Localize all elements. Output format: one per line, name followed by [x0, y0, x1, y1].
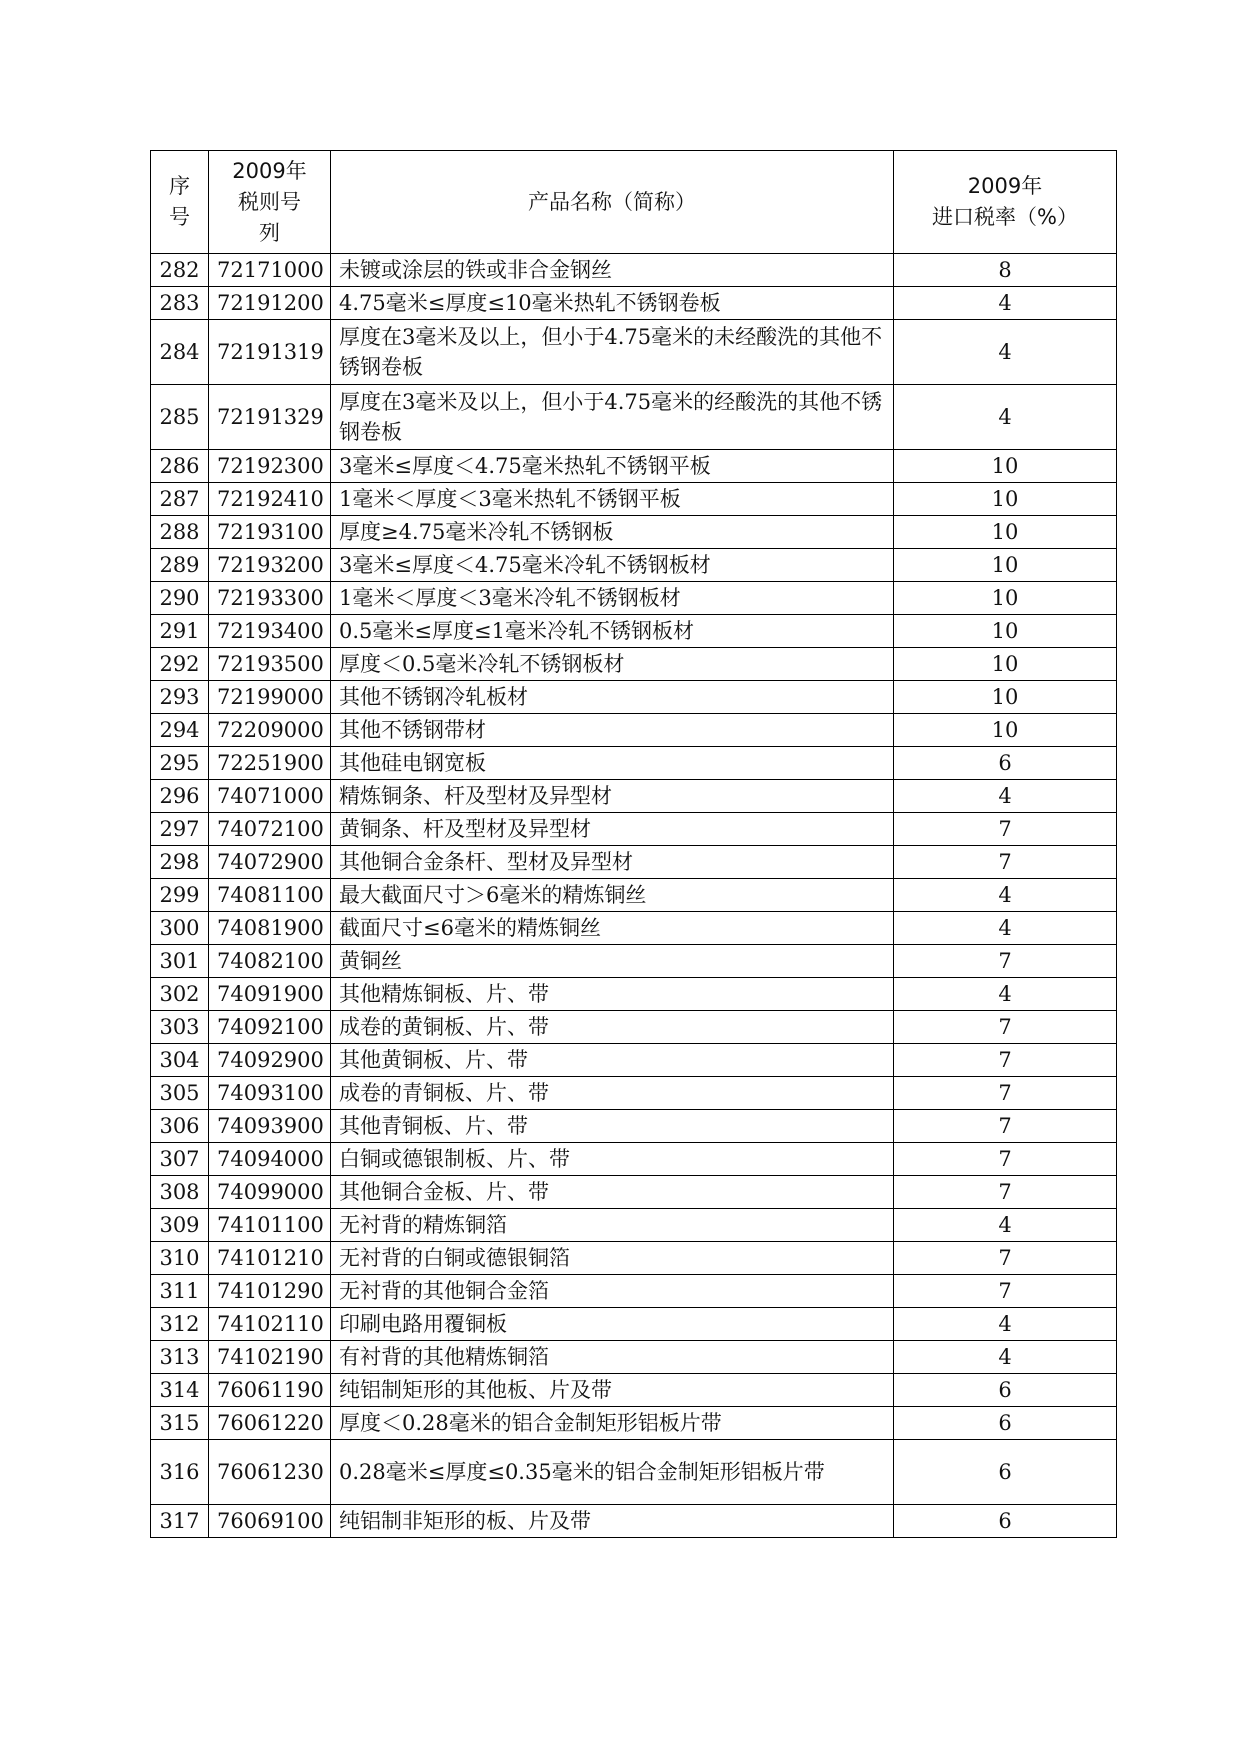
table-row [151, 879, 1117, 912]
table-row [151, 582, 1117, 615]
table-row [151, 385, 1117, 450]
table-row [151, 1143, 1117, 1176]
cell-seq: 286 [151, 450, 209, 483]
table-row [151, 1242, 1117, 1275]
header-row [151, 151, 1117, 254]
cell-seq: 298 [151, 846, 209, 879]
table-row [151, 1077, 1117, 1110]
cell-name: 无衬背的白铜或德银铜箔 [331, 1242, 894, 1275]
cell-rate: 7 [894, 1110, 1117, 1143]
cell-code: 72251900 [209, 747, 331, 780]
cell-code: 72193400 [209, 615, 331, 648]
cell-rate: 4 [894, 1308, 1117, 1341]
cell-rate: 10 [894, 549, 1117, 582]
cell-rate: 7 [894, 846, 1117, 879]
cell-seq: 282 [151, 254, 209, 287]
cell-name: 其他精炼铜板、片、带 [331, 978, 894, 1011]
table-row [151, 681, 1117, 714]
cell-code: 74072900 [209, 846, 331, 879]
cell-seq: 287 [151, 483, 209, 516]
cell-seq: 317 [151, 1505, 209, 1538]
cell-rate: 7 [894, 1275, 1117, 1308]
cell-rate: 6 [894, 747, 1117, 780]
cell-code: 74101290 [209, 1275, 331, 1308]
cell-seq: 289 [151, 549, 209, 582]
cell-name: 黄铜条、杆及型材及异型材 [331, 813, 894, 846]
cell-rate: 10 [894, 582, 1117, 615]
table-row [151, 320, 1117, 385]
cell-name: 成卷的黄铜板、片、带 [331, 1011, 894, 1044]
cell-code: 76061220 [209, 1407, 331, 1440]
cell-name: 0.5毫米≤厚度≤1毫米冷轧不锈钢板材 [331, 615, 894, 648]
cell-code: 72209000 [209, 714, 331, 747]
cell-code: 74101210 [209, 1242, 331, 1275]
cell-rate: 7 [894, 813, 1117, 846]
cell-seq: 308 [151, 1176, 209, 1209]
table-row [151, 1308, 1117, 1341]
cell-seq: 316 [151, 1440, 209, 1505]
cell-seq: 293 [151, 681, 209, 714]
table-row [151, 1209, 1117, 1242]
cell-name: 其他铜合金条杆、型材及异型材 [331, 846, 894, 879]
cell-code: 72193300 [209, 582, 331, 615]
cell-code: 72199000 [209, 681, 331, 714]
cell-rate: 6 [894, 1407, 1117, 1440]
table-row [151, 780, 1117, 813]
cell-name: 4.75毫米≤厚度≤10毫米热轧不锈钢卷板 [331, 287, 894, 320]
cell-rate: 6 [894, 1505, 1117, 1538]
cell-code: 74081900 [209, 912, 331, 945]
table-row [151, 615, 1117, 648]
cell-name: 厚度在3毫米及以上，但小于4.75毫米的经酸洗的其他不锈钢卷板 [331, 385, 894, 450]
cell-rate: 4 [894, 1209, 1117, 1242]
cell-name: 纯铝制非矩形的板、片及带 [331, 1505, 894, 1538]
table-row [151, 254, 1117, 287]
cell-code: 72171000 [209, 254, 331, 287]
cell-rate: 7 [894, 1077, 1117, 1110]
table-row [151, 1176, 1117, 1209]
cell-seq: 307 [151, 1143, 209, 1176]
header-code: 2009年 税则号 列 [209, 151, 331, 254]
table-row [151, 1275, 1117, 1308]
cell-rate: 10 [894, 648, 1117, 681]
cell-seq: 296 [151, 780, 209, 813]
cell-name: 无衬背的其他铜合金箔 [331, 1275, 894, 1308]
cell-name: 截面尺寸≤6毫米的精炼铜丝 [331, 912, 894, 945]
table-row [151, 978, 1117, 1011]
cell-seq: 314 [151, 1374, 209, 1407]
cell-name: 有衬背的其他精炼铜箔 [331, 1341, 894, 1374]
cell-seq: 283 [151, 287, 209, 320]
cell-seq: 315 [151, 1407, 209, 1440]
table-row [151, 549, 1117, 582]
cell-name: 0.28毫米≤厚度≤0.35毫米的铝合金制矩形铝板片带 [331, 1440, 894, 1505]
cell-code: 76061190 [209, 1374, 331, 1407]
cell-seq: 302 [151, 978, 209, 1011]
cell-name: 其他不锈钢冷轧板材 [331, 681, 894, 714]
cell-rate: 10 [894, 714, 1117, 747]
cell-name: 黄铜丝 [331, 945, 894, 978]
cell-code: 74092100 [209, 1011, 331, 1044]
cell-name: 未镀或涂层的铁或非合金钢丝 [331, 254, 894, 287]
cell-code: 72193100 [209, 516, 331, 549]
table-row [151, 747, 1117, 780]
cell-seq: 284 [151, 320, 209, 385]
table-row [151, 714, 1117, 747]
cell-rate: 7 [894, 1176, 1117, 1209]
cell-rate: 4 [894, 1341, 1117, 1374]
cell-code: 74101100 [209, 1209, 331, 1242]
cell-name: 印刷电路用覆铜板 [331, 1308, 894, 1341]
cell-rate: 10 [894, 450, 1117, 483]
cell-code: 74099000 [209, 1176, 331, 1209]
table-row [151, 450, 1117, 483]
cell-rate: 4 [894, 879, 1117, 912]
cell-rate: 7 [894, 1011, 1117, 1044]
cell-seq: 300 [151, 912, 209, 945]
cell-seq: 309 [151, 1209, 209, 1242]
cell-seq: 291 [151, 615, 209, 648]
cell-name: 成卷的青铜板、片、带 [331, 1077, 894, 1110]
table-row [151, 516, 1117, 549]
cell-code: 74093900 [209, 1110, 331, 1143]
cell-name: 厚度在3毫米及以上，但小于4.75毫米的未经酸洗的其他不锈钢卷板 [331, 320, 894, 385]
cell-code: 74081100 [209, 879, 331, 912]
table-row [151, 287, 1117, 320]
cell-name: 3毫米≤厚度＜4.75毫米冷轧不锈钢板材 [331, 549, 894, 582]
table-header [151, 151, 1117, 254]
cell-code: 74082100 [209, 945, 331, 978]
cell-rate: 10 [894, 516, 1117, 549]
cell-rate: 10 [894, 681, 1117, 714]
cell-rate: 7 [894, 945, 1117, 978]
cell-rate: 4 [894, 978, 1117, 1011]
header-seq: 序 号 [151, 151, 209, 254]
cell-seq: 288 [151, 516, 209, 549]
cell-rate: 10 [894, 615, 1117, 648]
cell-seq: 297 [151, 813, 209, 846]
cell-seq: 310 [151, 1242, 209, 1275]
cell-rate: 7 [894, 1242, 1117, 1275]
cell-name: 厚度＜0.5毫米冷轧不锈钢板材 [331, 648, 894, 681]
table-row [151, 1440, 1117, 1505]
table-row [151, 1505, 1117, 1538]
cell-name: 1毫米＜厚度＜3毫米冷轧不锈钢板材 [331, 582, 894, 615]
cell-seq: 299 [151, 879, 209, 912]
cell-name: 最大截面尺寸＞6毫米的精炼铜丝 [331, 879, 894, 912]
cell-rate: 4 [894, 287, 1117, 320]
cell-rate: 4 [894, 385, 1117, 450]
table-row [151, 1110, 1117, 1143]
cell-code: 76061230 [209, 1440, 331, 1505]
cell-name: 3毫米≤厚度＜4.75毫米热轧不锈钢平板 [331, 450, 894, 483]
cell-code: 74091900 [209, 978, 331, 1011]
cell-code: 74093100 [209, 1077, 331, 1110]
table-row [151, 648, 1117, 681]
cell-code: 72193500 [209, 648, 331, 681]
cell-rate: 10 [894, 483, 1117, 516]
cell-name: 其他铜合金板、片、带 [331, 1176, 894, 1209]
cell-name: 其他黄铜板、片、带 [331, 1044, 894, 1077]
cell-rate: 4 [894, 320, 1117, 385]
cell-seq: 290 [151, 582, 209, 615]
table-row [151, 1374, 1117, 1407]
cell-rate: 7 [894, 1044, 1117, 1077]
table-row [151, 945, 1117, 978]
table-row [151, 813, 1117, 846]
header-rate: 2009年 进口税率（%） [894, 151, 1117, 254]
table-row [151, 1011, 1117, 1044]
cell-name: 精炼铜条、杆及型材及异型材 [331, 780, 894, 813]
table-row [151, 846, 1117, 879]
cell-seq: 294 [151, 714, 209, 747]
cell-rate: 4 [894, 912, 1117, 945]
cell-name: 其他硅电钢宽板 [331, 747, 894, 780]
cell-code: 74072100 [209, 813, 331, 846]
cell-code: 72191200 [209, 287, 331, 320]
cell-name: 无衬背的精炼铜箔 [331, 1209, 894, 1242]
table-body [151, 254, 1117, 1538]
cell-rate: 7 [894, 1143, 1117, 1176]
cell-name: 厚度＜0.28毫米的铝合金制矩形铝板片带 [331, 1407, 894, 1440]
cell-code: 74102190 [209, 1341, 331, 1374]
cell-rate: 8 [894, 254, 1117, 287]
cell-name: 纯铝制矩形的其他板、片及带 [331, 1374, 894, 1407]
table-row [151, 912, 1117, 945]
cell-seq: 304 [151, 1044, 209, 1077]
cell-seq: 313 [151, 1341, 209, 1374]
cell-name: 1毫米＜厚度＜3毫米热轧不锈钢平板 [331, 483, 894, 516]
table-row [151, 1044, 1117, 1077]
cell-seq: 305 [151, 1077, 209, 1110]
cell-code: 76069100 [209, 1505, 331, 1538]
cell-code: 72193200 [209, 549, 331, 582]
cell-code: 72192410 [209, 483, 331, 516]
cell-name: 其他不锈钢带材 [331, 714, 894, 747]
cell-code: 72191319 [209, 320, 331, 385]
cell-name: 其他青铜板、片、带 [331, 1110, 894, 1143]
cell-seq: 312 [151, 1308, 209, 1341]
cell-code: 72192300 [209, 450, 331, 483]
table-row [151, 1341, 1117, 1374]
cell-name: 白铜或德银制板、片、带 [331, 1143, 894, 1176]
cell-seq: 311 [151, 1275, 209, 1308]
cell-code: 74071000 [209, 780, 331, 813]
table-row [151, 1407, 1117, 1440]
cell-seq: 306 [151, 1110, 209, 1143]
cell-seq: 303 [151, 1011, 209, 1044]
tariff-table [150, 150, 1117, 1538]
header-name: 产品名称（简称） [331, 151, 894, 254]
table-row [151, 483, 1117, 516]
cell-seq: 285 [151, 385, 209, 450]
cell-seq: 301 [151, 945, 209, 978]
cell-seq: 292 [151, 648, 209, 681]
cell-name: 厚度≥4.75毫米冷轧不锈钢板 [331, 516, 894, 549]
cell-seq: 295 [151, 747, 209, 780]
cell-code: 74092900 [209, 1044, 331, 1077]
cell-code: 74094000 [209, 1143, 331, 1176]
cell-code: 72191329 [209, 385, 331, 450]
cell-code: 74102110 [209, 1308, 331, 1341]
cell-rate: 6 [894, 1440, 1117, 1505]
cell-rate: 4 [894, 780, 1117, 813]
cell-rate: 6 [894, 1374, 1117, 1407]
